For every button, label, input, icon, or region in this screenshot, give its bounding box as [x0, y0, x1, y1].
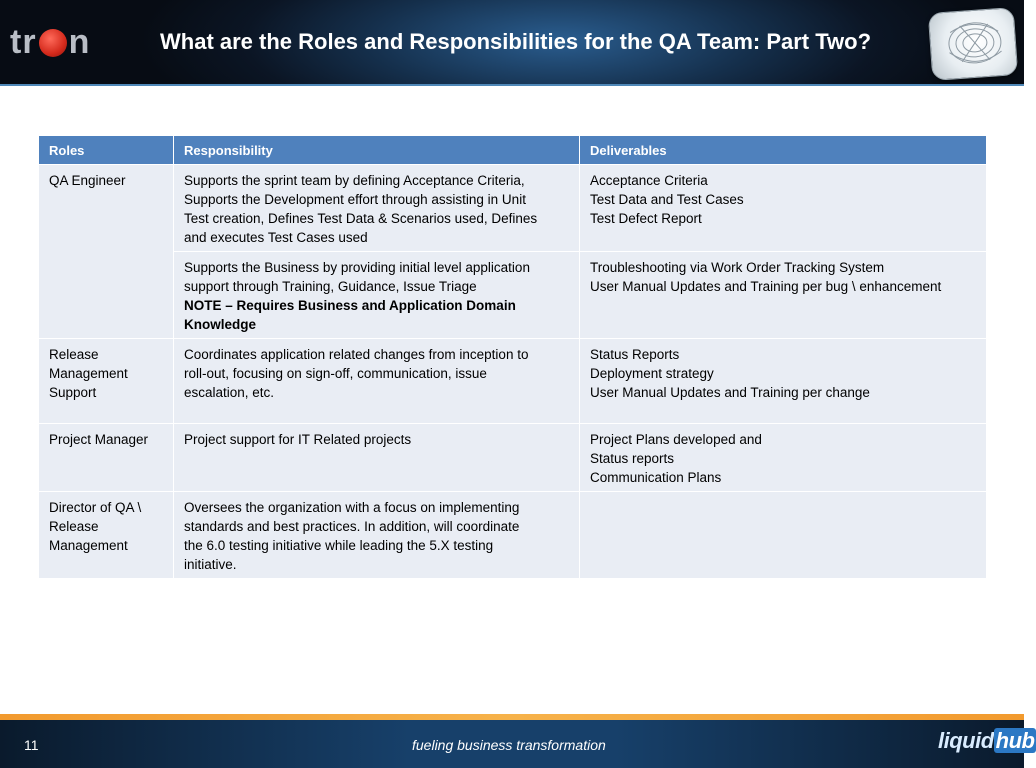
responsibility-text: escalation, etc. — [184, 385, 275, 400]
responsibility-cell — [174, 492, 580, 579]
role-cell — [39, 165, 174, 339]
responsibility-text: Supports the Business by providing initial level application — [184, 260, 530, 275]
table-row — [39, 424, 987, 492]
roles-table — [38, 135, 986, 579]
deliverable-text: Status Reports — [590, 347, 680, 362]
deliverables-cell — [580, 424, 987, 492]
responsibility-text: Coordinates application related changes from inception to — [184, 347, 529, 362]
responsibility-cell — [174, 165, 580, 252]
responsibility-text: and executes Test Cases used — [184, 230, 368, 245]
table-row — [39, 339, 987, 424]
role-cell — [39, 424, 174, 492]
liquidhub-logo — [938, 728, 1036, 760]
responsibility-note: NOTE – Requires Business and Application Domain — [184, 298, 516, 313]
table-row — [39, 165, 987, 252]
responsibility-text: Supports the Development effort through assisting in Unit — [184, 192, 526, 207]
deliverable-text: Status reports — [590, 451, 675, 466]
deliverable-text: User Manual Updates and Training per change — [590, 385, 870, 400]
header-deliverables: Deliverables — [580, 136, 987, 165]
slide-header — [0, 0, 1024, 86]
page-number: 11 — [24, 737, 39, 753]
deliverable-text: Communication Plans — [590, 470, 722, 485]
responsibility-text: Project support for IT Related projects — [184, 432, 412, 447]
deliverable-text: Project Plans developed and — [590, 432, 762, 447]
role-cell — [39, 492, 174, 579]
logo-text-left: tr — [10, 22, 37, 61]
logo-text-right: n — [68, 22, 91, 61]
role-text: Director of QA \ — [49, 500, 142, 515]
responsibility-cell — [174, 424, 580, 492]
responsibility-text: initiative. — [184, 557, 237, 572]
deliverables-cell — [580, 252, 987, 339]
footer-tagline: fueling business transformation — [412, 737, 606, 753]
role-text: Management — [49, 366, 128, 381]
deliverable-text: Troubleshooting via Work Order Tracking System — [590, 260, 885, 275]
responsibility-text: the 6.0 testing initiative while leading the 5.X testing — [184, 538, 494, 553]
responsibility-text: Oversees the organization with a focus on implementing — [184, 500, 520, 515]
logo-text-liquid: liquid — [938, 728, 994, 753]
header-responsibility: Responsibility — [174, 136, 580, 165]
trion-logo — [10, 24, 90, 60]
responsibility-note: Knowledge — [184, 317, 257, 332]
responsibility-text: Test creation, Defines Test Data & Scenarios used, Defines — [184, 211, 538, 226]
responsibility-text: standards and best practices. In addition, will coordinate — [184, 519, 520, 534]
deliverables-cell — [580, 339, 987, 424]
table-row — [39, 252, 987, 339]
responsibility-cell — [174, 339, 580, 424]
deliverable-text: Acceptance Criteria — [590, 173, 708, 188]
responsibility-text: support through Training, Guidance, Issue Triage — [184, 279, 477, 294]
responsibility-text: Supports the sprint team by defining Acceptance Criteria, — [184, 173, 525, 188]
responsibility-cell — [174, 252, 580, 339]
role-text: Release — [49, 347, 99, 362]
deliverable-text: Deployment strategy — [590, 366, 714, 381]
role-text: Support — [49, 385, 97, 400]
role-text: Release — [49, 519, 99, 534]
product-badge-icon — [928, 7, 1019, 81]
deliverable-text: Test Data and Test Cases — [590, 192, 744, 207]
slide-title: What are the Roles and Responsibilities for the QA Team: Part Two? — [160, 29, 872, 54]
role-text: Management — [49, 538, 128, 553]
deliverable-text: User Manual Updates and Training per bug \ enhancement — [590, 279, 942, 294]
logo-text-hub: hub — [995, 728, 1035, 753]
role-cell — [39, 339, 174, 424]
deliverables-cell — [580, 492, 987, 579]
deliverable-text: Test Defect Report — [590, 211, 702, 226]
header-roles: Roles — [39, 136, 174, 165]
table-row — [39, 492, 987, 579]
table-header-row — [39, 136, 987, 165]
deliverables-cell — [580, 165, 987, 252]
logo-red-dot-icon — [39, 29, 67, 57]
role-text: Project Manager — [49, 432, 149, 447]
responsibility-text: roll-out, focusing on sign-off, communication, issue — [184, 366, 487, 381]
role-text: QA Engineer — [49, 173, 126, 188]
